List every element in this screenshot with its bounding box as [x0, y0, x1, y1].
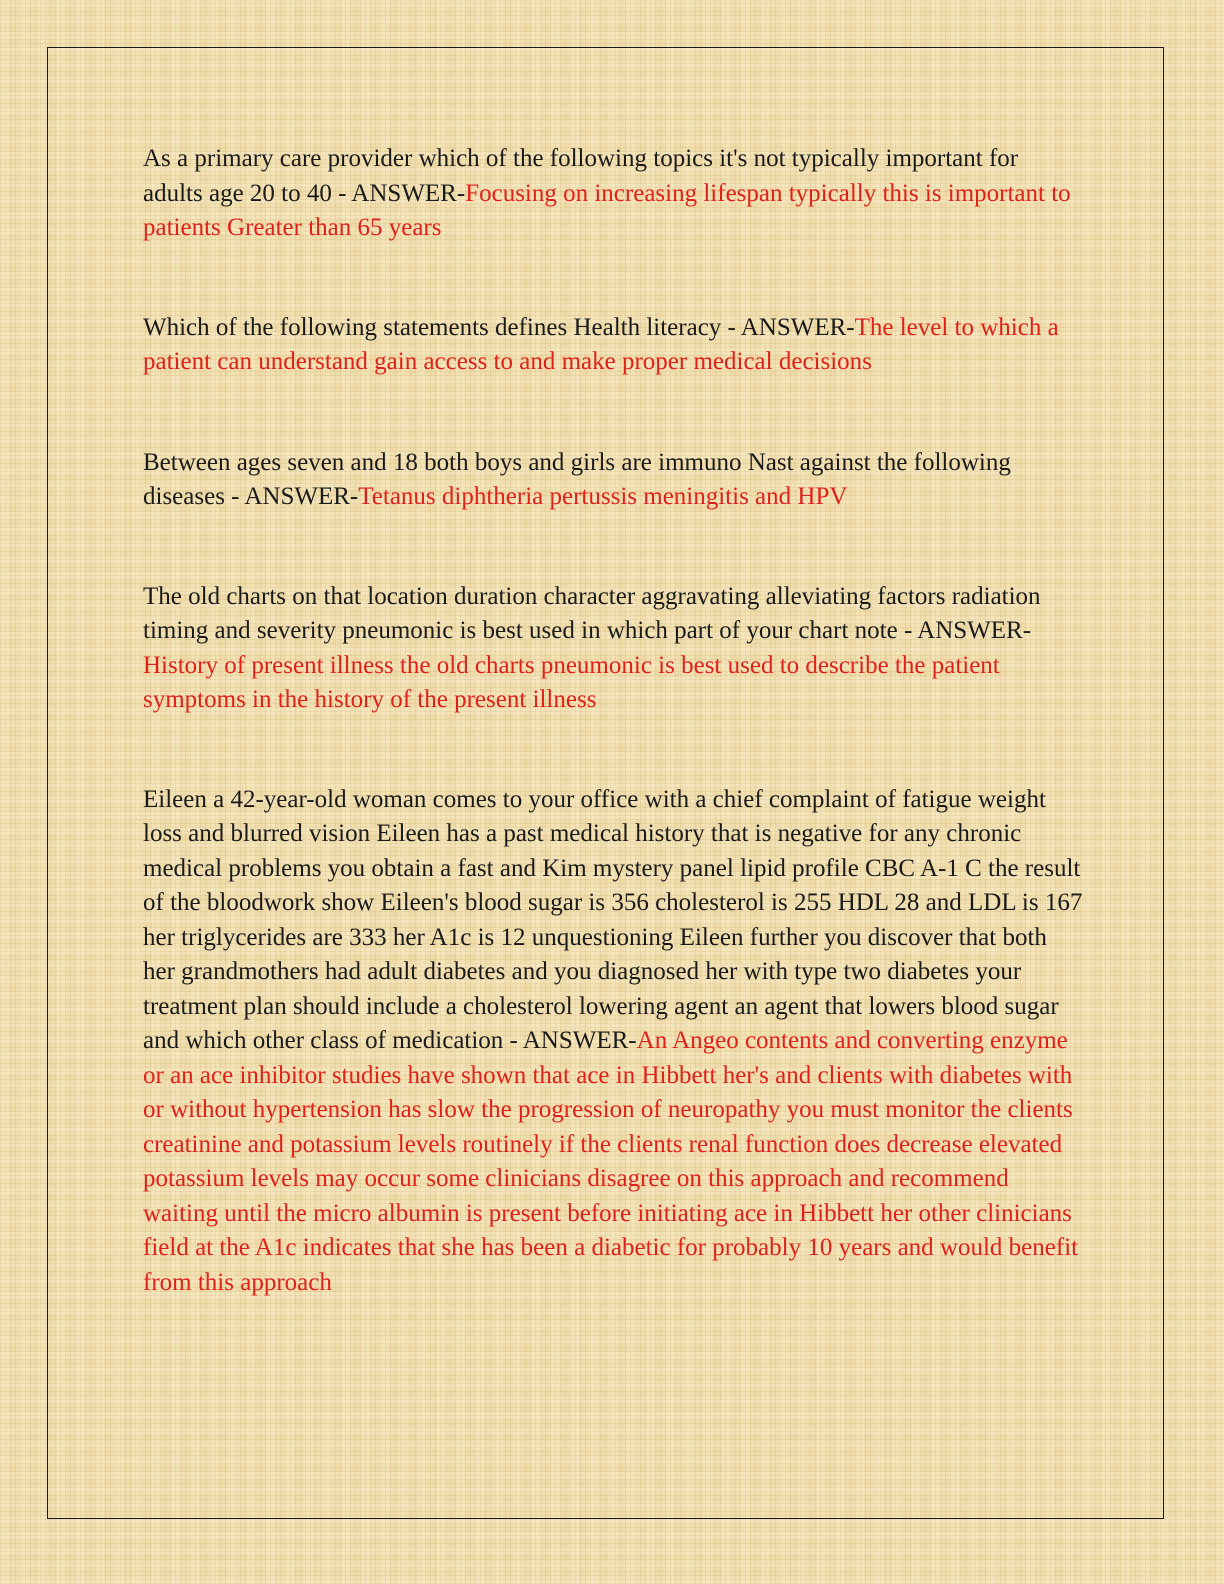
answer-text: History of present illness the old charts pneumonic is best used to describe the patient symptoms in the history of the present illness	[143, 651, 1000, 713]
question-text: Between ages seven and 18 both boys and girls are immuno Nast against the following diseases - ANSWER-	[143, 448, 1011, 510]
question-text: Eileen a 42-year-old woman comes to your office with a chief complaint of fatigue weight loss and blurred vision Eileen has a past medical history that is negative for any chronic medical problems you obtain a fast and Kim mystery panel lipid profile CBC A-1 C the result of the bloodwork show Eileen's blood sugar is 356 cholesterol is 255 HDL 28 and LDL is 167 her triglycerides are 333 her A1c is 12 unquestioning Eileen further you discover that both her grandmothers had adult diabetes and you diagnosed her with type two diabetes your treatment plan should include a cholesterol lowering agent an agent that lowers blood sugar and which other class of medication - ANSWER-	[143, 785, 1083, 1054]
answer-text: Focusing on increasing lifespan typically this is important to patients Greater than 65 years	[143, 179, 1071, 241]
qa-item-3	[143, 446, 1083, 515]
question-text: The old charts on that location duration character aggravating alleviating factors radiation timing and severity pneumonic is best used in which part of your chart note - ANSWER-	[143, 582, 1041, 644]
qa-item-2	[143, 311, 1083, 380]
question-text: Which of the following statements defines Health literacy - ANSWER-	[143, 313, 855, 341]
answer-text: Tetanus diphtheria pertussis meningitis and HPV	[358, 483, 848, 510]
document-content	[143, 142, 1083, 1300]
qa-item-4	[143, 580, 1083, 718]
answer-text: An Angeo contents and converting enzyme or an ace inhibitor studies have shown that ace in Hibbett her's and clients with diabetes with or without hypertension has slow the progression of neuropathy you must monitor the clients creatinine and potassium levels routinely if the clients renal function does decrease elevated potassium levels may occur some clinicians disagree on this approach and recommend waiting until the micro albumin is present before initiating ace in Hibbett her other clinicians field at the A1c indicates that she has been a diabetic for probably 10 years and would benefit from this approach	[143, 1027, 1079, 1296]
qa-item-1	[143, 142, 1083, 246]
question-text: As a primary care provider which of the following topics it's not typically important for adults age 20 to 40 - ANSWER-	[143, 145, 1019, 207]
answer-text: The level to which a patient can understand gain access to and make proper medical decisions	[143, 313, 1059, 375]
qa-item-5	[143, 783, 1083, 1301]
